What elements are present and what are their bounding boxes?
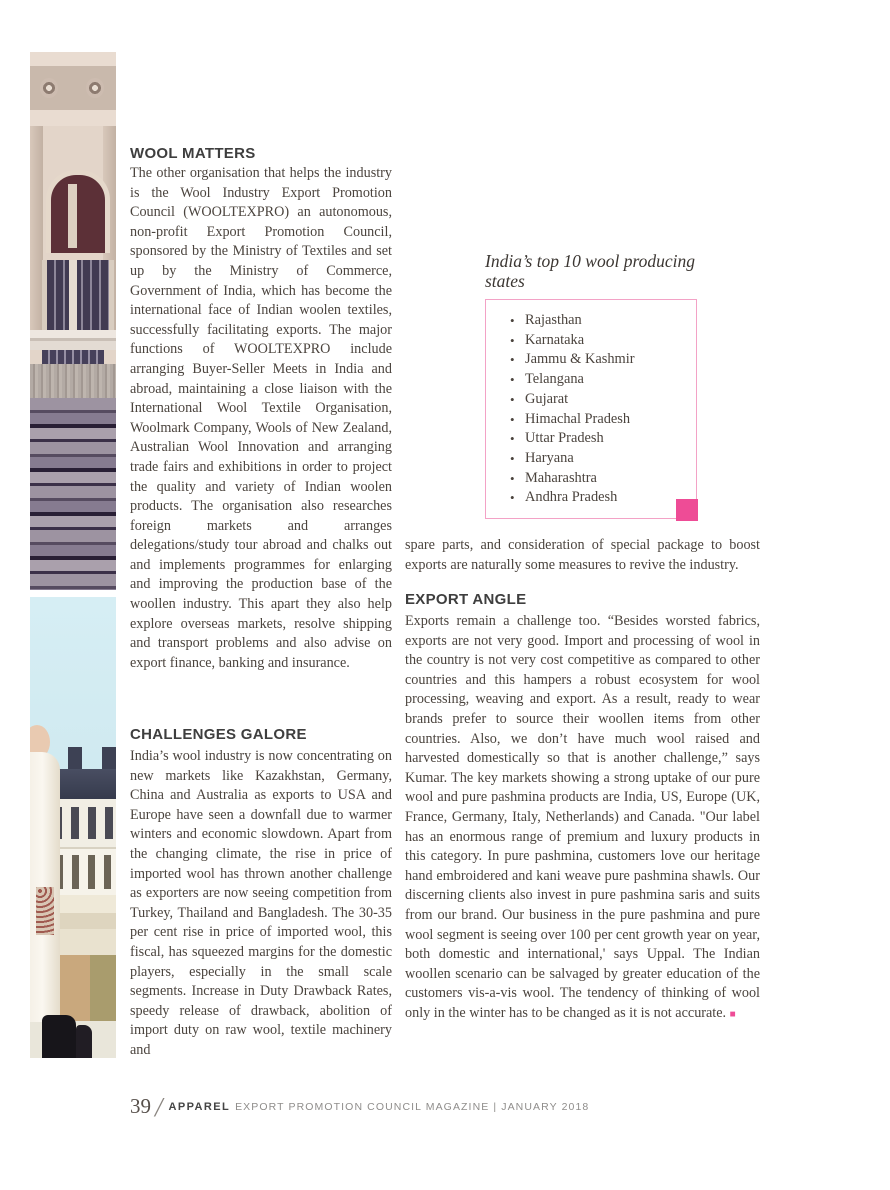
architecture-photo — [30, 52, 116, 590]
photo-layer — [30, 330, 116, 350]
list-item: • Maharashtra — [510, 469, 696, 489]
pink-corner-accent — [676, 499, 698, 521]
page-number: 39 — [130, 1094, 151, 1118]
photo-layer — [30, 398, 116, 590]
list-item: • Haryana — [510, 449, 696, 469]
heading-export-angle: EXPORT ANGLE — [405, 591, 527, 608]
photo-layer — [42, 1015, 76, 1058]
photo-layer — [36, 887, 54, 935]
photo-layer — [40, 78, 58, 98]
photo-layer — [30, 364, 116, 398]
photo-layer — [56, 855, 114, 889]
list-item: • Rajasthan — [510, 311, 696, 331]
photo-layer — [68, 184, 77, 248]
list-item: • Uttar Pradesh — [510, 429, 696, 449]
article-end-mark: ■ — [729, 1008, 736, 1020]
paragraph-export-angle — [405, 612, 760, 1024]
heading-challenges-galore: CHALLENGES GALORE — [130, 726, 307, 743]
list-item: • Himachal Pradesh — [510, 410, 696, 430]
footer-slash: / — [155, 1092, 163, 1122]
page-footer — [130, 1092, 770, 1122]
magazine-name: APPAREL — [168, 1101, 231, 1113]
list-item: • Jammu & Kashmir — [510, 350, 696, 370]
infobox-title: India’s top 10 wool producing states — [485, 251, 696, 291]
photo-layer — [54, 807, 114, 839]
photo-layer — [86, 78, 104, 98]
photo-layer — [69, 260, 77, 334]
photo-layer — [76, 1025, 92, 1058]
photo-layer — [58, 747, 116, 769]
heading-wool-matters: WOOL MATTERS — [130, 145, 256, 162]
photo-layer — [46, 170, 110, 253]
paragraph-wool-matters: The other organisation that helps the industry is the Wool Industry Export Promotion Council (WOOLTEXPRO) an autonomous, non-profit Export Promotion Council, sponsored by the Ministry of Textiles and set up by the Ministry of Commerce, Government of India, which has become the international face of Indian woolen textiles, successfully facilitating exports. The major functions of WOOLTEXPRO include arranging Buyer-Seller Meets in India and abroad, maintaining a close liaison with the International Wool Textile Organisation, Woolmark Company, Wools of New Zealand, Australian Wool Innovation and arranging trade fairs and exhibitions in order to project the quality and variety of Indian woolen products. The organisation also researches foreign markets and arranges delegations/study tour abroad and chalks out and implements programmes for enlarging and improving the production base of the woollen industry. This apart they also help explore overseas markets, resolve shipping and transport problems and also advise on export finance, banking and insurance. — [130, 165, 392, 671]
list-item: • Gujarat — [510, 390, 696, 410]
photo-layer — [42, 350, 104, 364]
paragraph-challenges-galore: India’s wool industry is now concentrating on new markets like Kazakhstan, Germany, China and Australia as exports to USA and Europe have seen a downfall due to warmer winters and economic slowdown. Apart from the changing climate, the rise in price of imported wool has thrown another challenge as exporters are now seeing competition from Turkey, Thailand and Bangladesh. The 30-35 per cent rise in price of imported wool, this fiscal, has squeezed margins for the domestic players, especially in the small scale segments. Increase in Duty Drawback Rates, speedy release of drawback, abolition of import duty on raw wool, textile machinery and — [130, 748, 392, 1058]
magazine-credit: EXPORT PROMOTION COUNCIL MAGAZINE | JANUARY 2018 — [235, 1101, 590, 1113]
list-item: • Karnataka — [510, 331, 696, 351]
infobox-list — [486, 311, 696, 508]
paragraph-export-angle-text: Exports remain a challenge too. “Besides worsted fabrics, exports are not very good. Import and processing of wool in the country is not very cost competitive as compared to other countries and this hampers a robust ecosystem for wool processing, weaving and export. As a result, ready to wear brands prefer to source their woollen items from other countries. Also, we don’t have much wool raised and harvested domestically so that is another challenge,” says Kumar. The key markets showing a strong uptake of our pure wool and pure pashmina products are India, US, Europe (UK, France, Germany, Italy, Netherlands) and Canada. "Our label has an enormous range of premium and luxury products in this category. In pure pashmina, customers love our heritage hand embroidered and kani weave pure pashmina shawls. Our discerning clients also invest in pure pashmina saris and suits from our brand. Our business in the pure pashmina and pure wool segment is seeing over 100 per cent growth year on year, both domestic and international,' says Uppal. The Indian woollen scenario can be salvaged by greater education of the customers vis-a-vis wool. The tendency of thinking of wool only in the winter has to be changed as it is not accurate. — [405, 613, 760, 1021]
infobox-top-wool-states — [485, 299, 697, 519]
list-item: • Telangana — [510, 370, 696, 390]
photo-layer — [42, 260, 114, 334]
paragraph-continuation: spare parts, and consideration of special package to boost exports are naturally some measures to revive the industry. — [405, 537, 760, 573]
fashion-photo — [30, 597, 116, 1058]
list-item: • Andhra Pradesh — [510, 488, 696, 508]
